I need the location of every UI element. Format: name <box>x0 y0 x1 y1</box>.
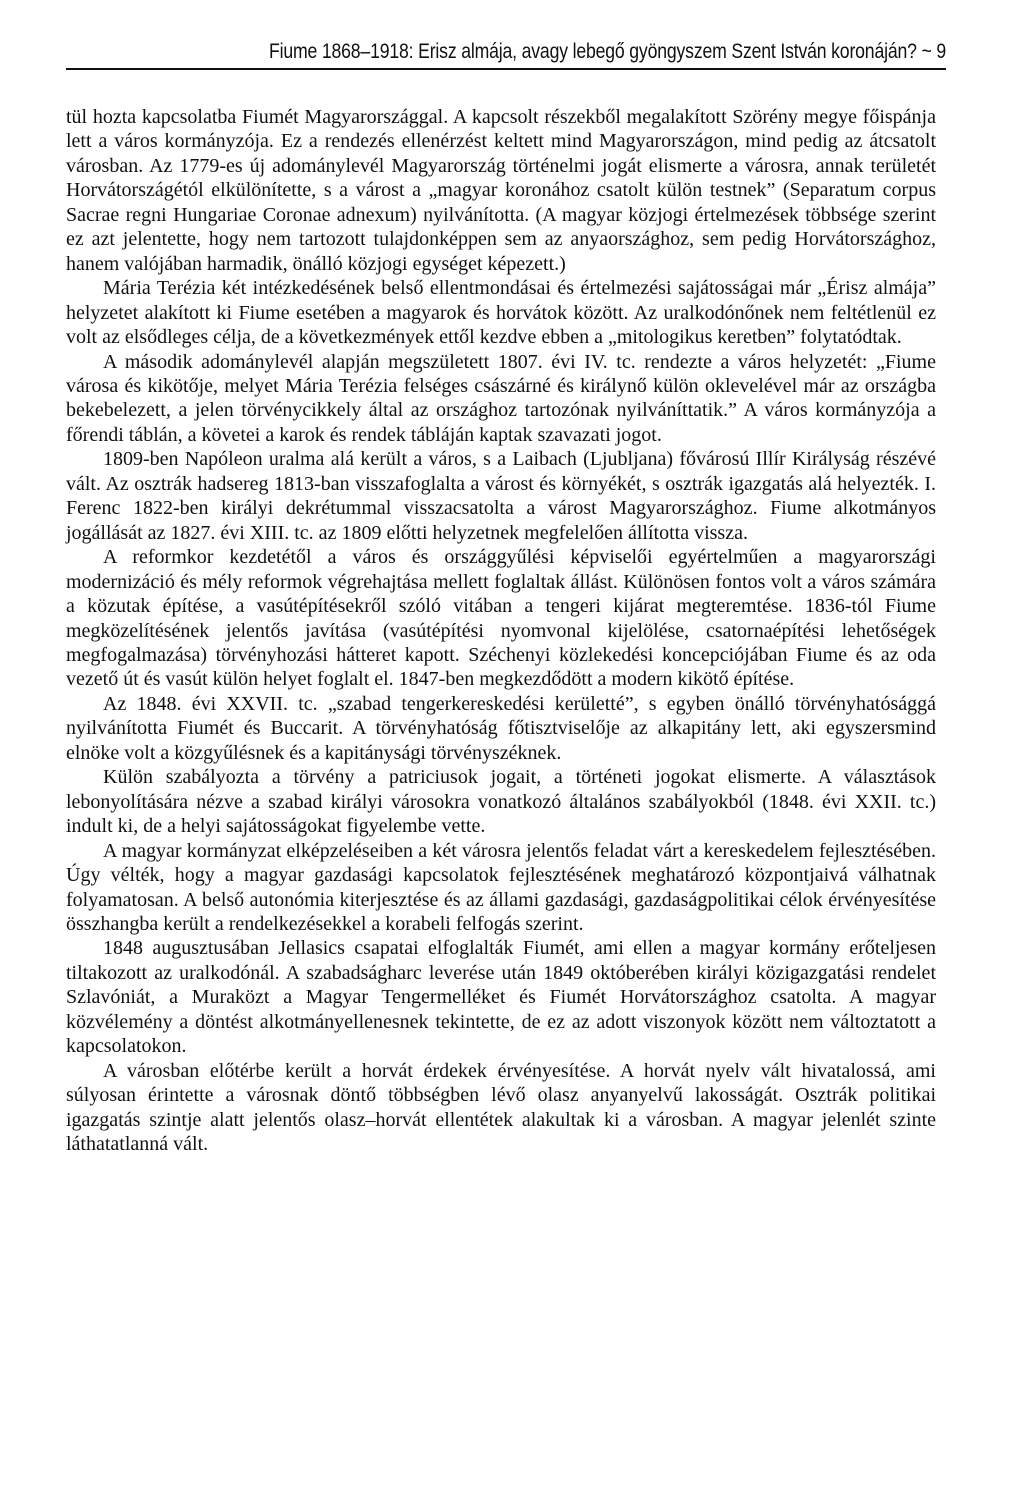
paragraph-jellasics: 1848 augusztusában Jellasics csapatai elfoglalták Fiumét, ami ellen a magyar kormány erőteljesen tiltakozott az uralkodónál. A szabadságharc leverése után 1849 októberében királyi közigazgatási rendelet Szlavóniát, a Muraközt a Magyar Tengermelléket és Fiumét Horvátországhoz csatolta. A magyar közvélemény a döntést alkotmányellenesnek tekintette, de ez az adott viszonyok között nem változtatott a kapcsolatokon. <box>66 937 936 1058</box>
paragraph-napoleon: 1809-ben Napóleon uralma alá került a város, s a Laibach (Ljubljana) fővárosú Illír Királyság részévé vált. Az osztrák hadsereg 1813-ban visszafoglalta a várost és környékét, s osztrák igazgatás alá helyezték. I. Ferenc 1822-ben királyi dekrétummal visszacsatolta a várost Magyarországhoz. Fiume alkotmányos jogállását az 1827. évi XIII. tc. az 1809 előtti helyzetnek megfelelően állította vissza. <box>66 448 936 544</box>
running-title: Fiume 1868–1918: Erisz almája, avagy lebegő gyöngyszem Szent István koronáján? ~ 9 <box>268 40 946 63</box>
paragraph-1848-law: Az 1848. évi XXVII. tc. „szabad tengerkereskedési kerületté”, s egyben önálló törvényhatósággá nyilvánította Fiumét és Buccarit. A törvényhatóság főtisztviselője az alkapitány lett, aki egyszersmind elnöke volt a közgyűlésnek és a kapitánysági törvényszéknek. <box>66 692 936 764</box>
text-body <box>66 105 936 1156</box>
paragraph-patricians: Külön szabályozta a törvény a patriciusok jogait, a történeti jogokat elismerte. A választások lebonyolítására nézve a szabad királyi városokra vonatkozó általános szabályokból (1848. évi XXII. tc.) indult ki, de a helyi sajátosságokat figyelembe vette. <box>66 766 936 838</box>
paragraph-maria-terezia: Mária Terézia két intézkedésének belső ellentmondásai és értelmezési sajátosságai már „Érisz almája” helyzetet alakított ki Fiume esetében a magyarok és horvátok között. Az uralkodónőnek nem feltétlenül ez volt az elsődleges célja, de a következmények ettől kezdve ebben a „mitologikus keretben” folytatódtak. <box>66 277 936 349</box>
running-header <box>66 40 946 70</box>
paragraph-croatian-interests: A városban előtérbe került a horvát érdekek érvényesítése. A horvát nyelv vált hivatalossá, ami súlyosan érintette a városnak döntő többségben lévő olasz anyanyelvű lakosságát. Osztrák politikai igazgatás szintje alatt jelentős olasz–horvát ellentétek alakultak ki a városban. A magyar jelenlét szinte láthatatlanná vált. <box>66 1059 936 1156</box>
paragraph-1807-law: A második adománylevél alapján megszületett 1807. évi IV. tc. rendezte a város helyzetét: „Fiume városa és kikötője, melyet Mária Terézia felséges császárné és királynő külön oklevelével már az országba bekebelezett, a jelen törvénycikkely által az országhoz tartozónak nyilváníttatik.” A város kormányzója a főrendi táblán, a követei a karok és rendek tábláján kaptak szavazati jogot. <box>66 350 936 446</box>
paragraph-continued: tül hozta kapcsolatba Fiumét Magyarországgal. A kapcsolt részekből megalakított Szörény megye főispánja lett a város kormányzója. Ez a rendezés ellenérzést keltett mind Magyarországon, mind pedig az átcsatolt városban. Az 1779-es új adománylevél Magyarország történelmi jogát elismerte a városra, annak területét Horvátországétól elkülönítette, s a várost a „magyar koronához csatolt külön testnek” (Separatum corpus Sacrae regni Hungariae Coronae adnexum) nyilvánította. (A magyar közjogi értelmezések többsége szerint ez azt jelentette, hogy nem tartozott tulajdonképpen sem az anyaországhoz, sem pedig Horvátországhoz, hanem valójában harmadik, önálló közjogi egységet képezett.) <box>66 106 936 275</box>
paragraph-government-plans: A magyar kormányzat elképzeléseiben a két városra jelentős feladat várt a kereskedelem fejlesztésében. Úgy vélték, hogy a magyar gazdasági kapcsolatok fejlesztésének meghatározó központjaivá válhatnak folyamatosan. A belső autonómia kiterjesztése és az állami gazdasági, gazdaságpolitikai célok érvényesítése összhangba került a rendelkezésekkel a korabeli felfogás szerint. <box>66 839 936 935</box>
paragraph-reform-era: A reformkor kezdetétől a város és országgyűlési képviselői egyértelműen a magyarországi modernizáció és mély reformok végrehajtása mellett foglaltak állást. Különösen fontos volt a város számára a közutak építése, a vasútépítésekről szóló vitában a tengeri kijárat megteremtése. 1836-tól Fiume megközelítésének jelentős javítása (vasútépítési nyomvonal kijelölése, csatornaépítési lehetőségek megfogalmazása) törvényhozási hátteret kapott. Széchenyi közlekedési koncepciójában Fiume és az oda vezető út és vasút külön helyet foglalt el. 1847-ben megkezdődött a modern kikötő építése. <box>66 546 936 691</box>
